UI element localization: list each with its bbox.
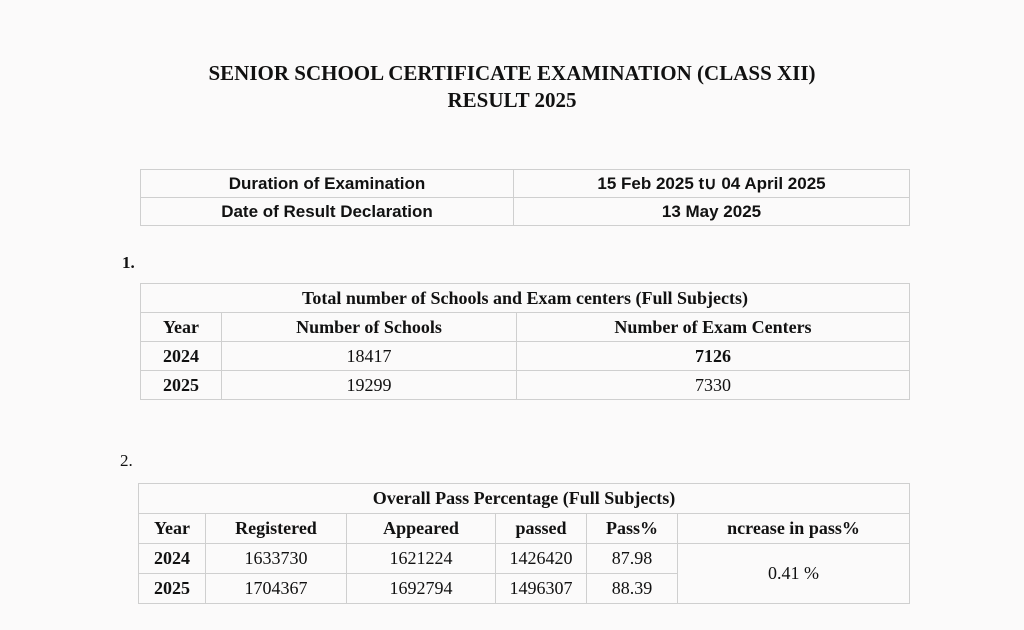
duration-label: Duration of Examination [141, 170, 514, 198]
table-header-row [141, 313, 910, 342]
passed-cell: 1426420 [496, 544, 587, 574]
column-header: Year [139, 514, 206, 544]
column-header: Year [141, 313, 222, 342]
schools-cell: 18417 [222, 342, 517, 371]
registered-cell: 1704367 [206, 574, 347, 604]
table-row [141, 198, 910, 226]
column-header: Number of Schools [222, 313, 517, 342]
appeared-cell: 1621224 [347, 544, 496, 574]
schools-table-heading: Total number of Schools and Exam centers (Full Subjects) [141, 284, 910, 313]
table-row [141, 342, 910, 371]
document-subtitle: RESULT 2025 [447, 88, 577, 112]
schools-cell: 19299 [222, 371, 517, 400]
year-cell: 2025 [141, 371, 222, 400]
column-header: Registered [206, 514, 347, 544]
year-cell: 2024 [141, 342, 222, 371]
table-row [139, 544, 910, 574]
section-number-1: 1. [122, 253, 135, 272]
increase-cell: 0.41 % [678, 544, 910, 604]
centers-cell: 7126 [517, 342, 910, 371]
pass-percent-cell: 88.39 [587, 574, 678, 604]
result-date-value: 13 May 2025 [514, 198, 910, 226]
year-cell: 2024 [139, 544, 206, 574]
passed-cell: 1496307 [496, 574, 587, 604]
table-row [141, 371, 910, 400]
column-header: Pass% [587, 514, 678, 544]
year-cell: 2025 [139, 574, 206, 604]
column-header: Number of Exam Centers [517, 313, 910, 342]
registered-cell: 1633730 [206, 544, 347, 574]
schools-table [140, 283, 910, 400]
document-title: SENIOR SCHOOL CERTIFICATE EXAMINATION (CLASS XII) [208, 61, 816, 85]
column-header: ncrease in pass% [678, 514, 910, 544]
pass-table-heading: Overall Pass Percentage (Full Subjects) [139, 484, 910, 514]
table-heading-row [141, 284, 910, 313]
result-date-label: Date of Result Declaration [141, 198, 514, 226]
pass-percent-cell: 87.98 [587, 544, 678, 574]
section-number-2: 2. [120, 451, 133, 470]
column-header: Appeared [347, 514, 496, 544]
pass-percentage-table [138, 483, 910, 604]
column-header: passed [496, 514, 587, 544]
table-header-row [139, 514, 910, 544]
table-heading-row [139, 484, 910, 514]
table-row [141, 170, 910, 198]
exam-info-table [140, 169, 910, 226]
centers-cell: 7330 [517, 371, 910, 400]
duration-value: 15 Feb 2025 t∪ 04 April 2025 [514, 170, 910, 198]
appeared-cell: 1692794 [347, 574, 496, 604]
